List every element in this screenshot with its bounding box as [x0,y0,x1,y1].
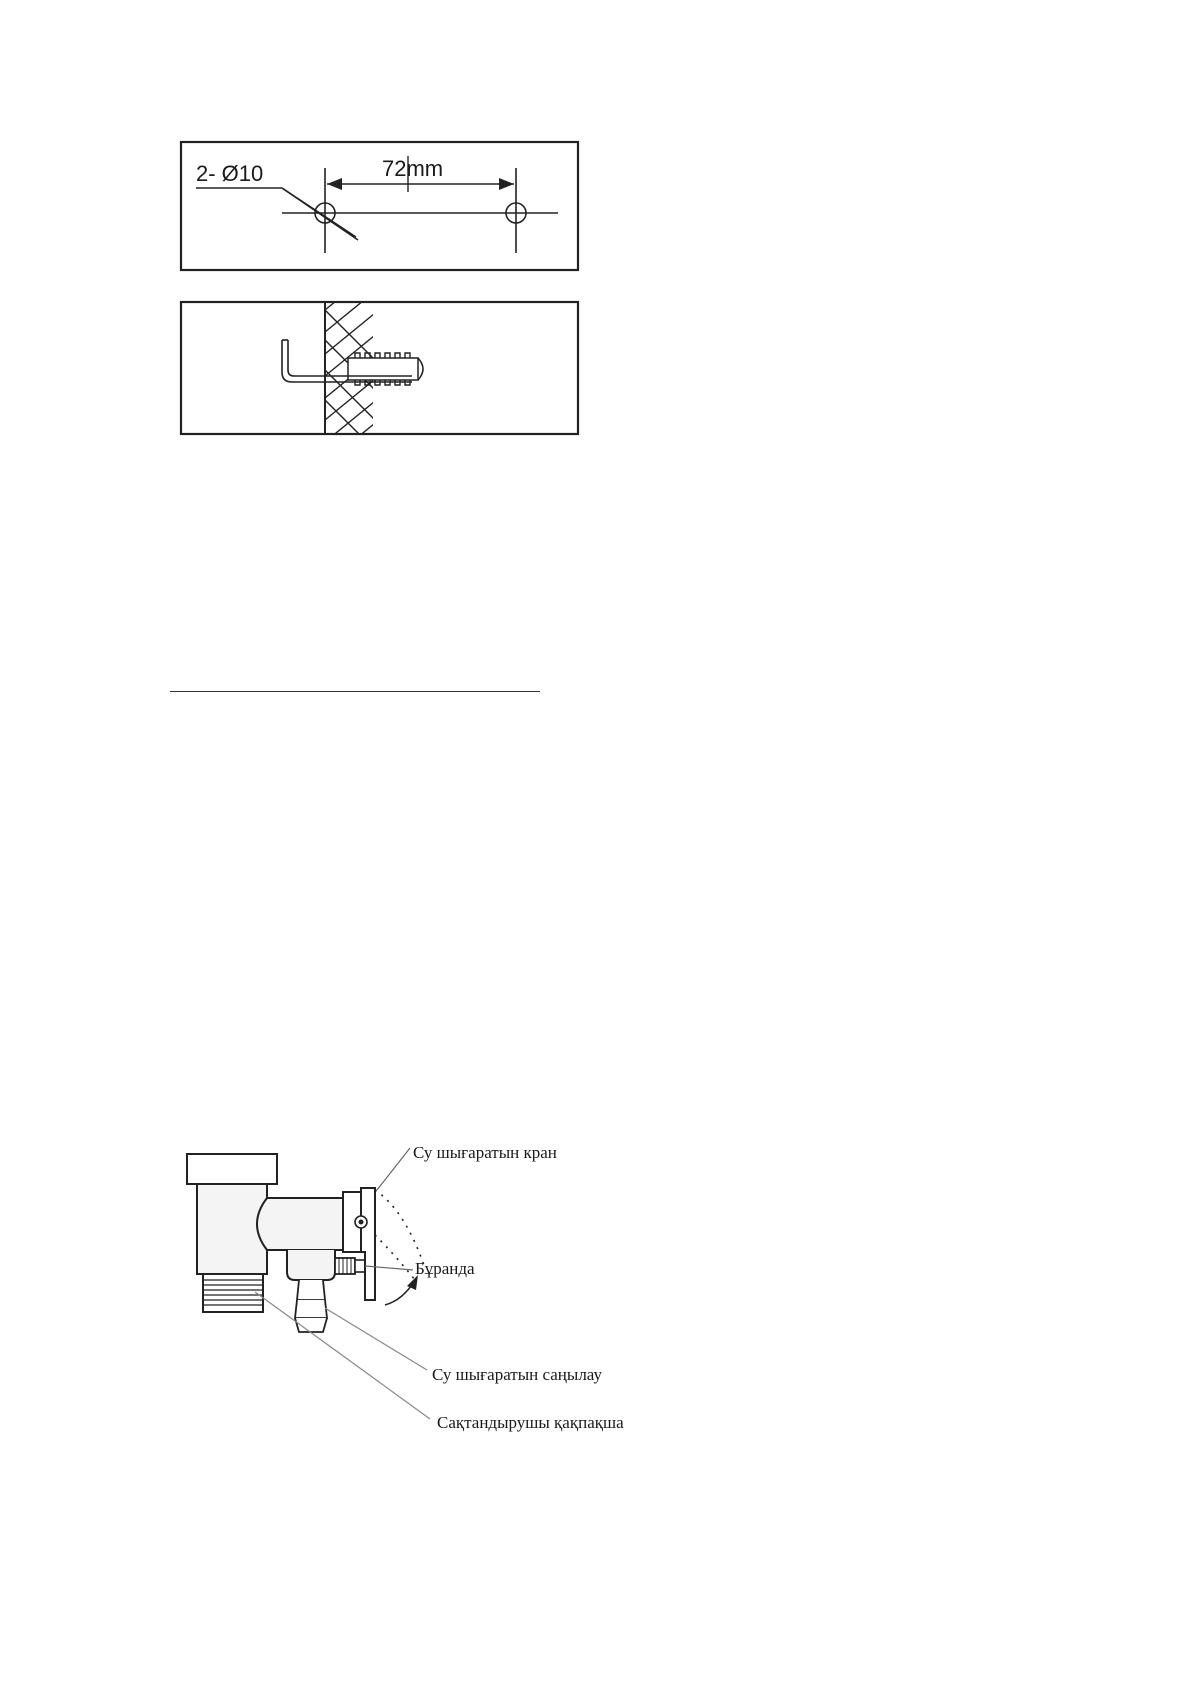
label-safety-valve: Сақтандырушы қақпақша [437,1413,624,1432]
screw [335,1258,367,1274]
safety-valve-figure [175,1140,695,1432]
separator-rule [170,691,540,692]
hole-spec-label: 2- Ø10 [196,161,264,186]
distance-label: 72mm [382,156,444,181]
label-drain-hole: Су шығаратын саңылау [432,1365,602,1384]
anchor-plug [348,353,423,385]
label-drain-tap: Су шығаратын кран [413,1143,557,1162]
label-screw: Бұранда [415,1259,475,1278]
mounting-holes-figure [180,140,580,275]
drain-lever [343,1188,375,1300]
wall-anchor-figure [180,300,580,437]
threaded-fitting [203,1274,263,1312]
